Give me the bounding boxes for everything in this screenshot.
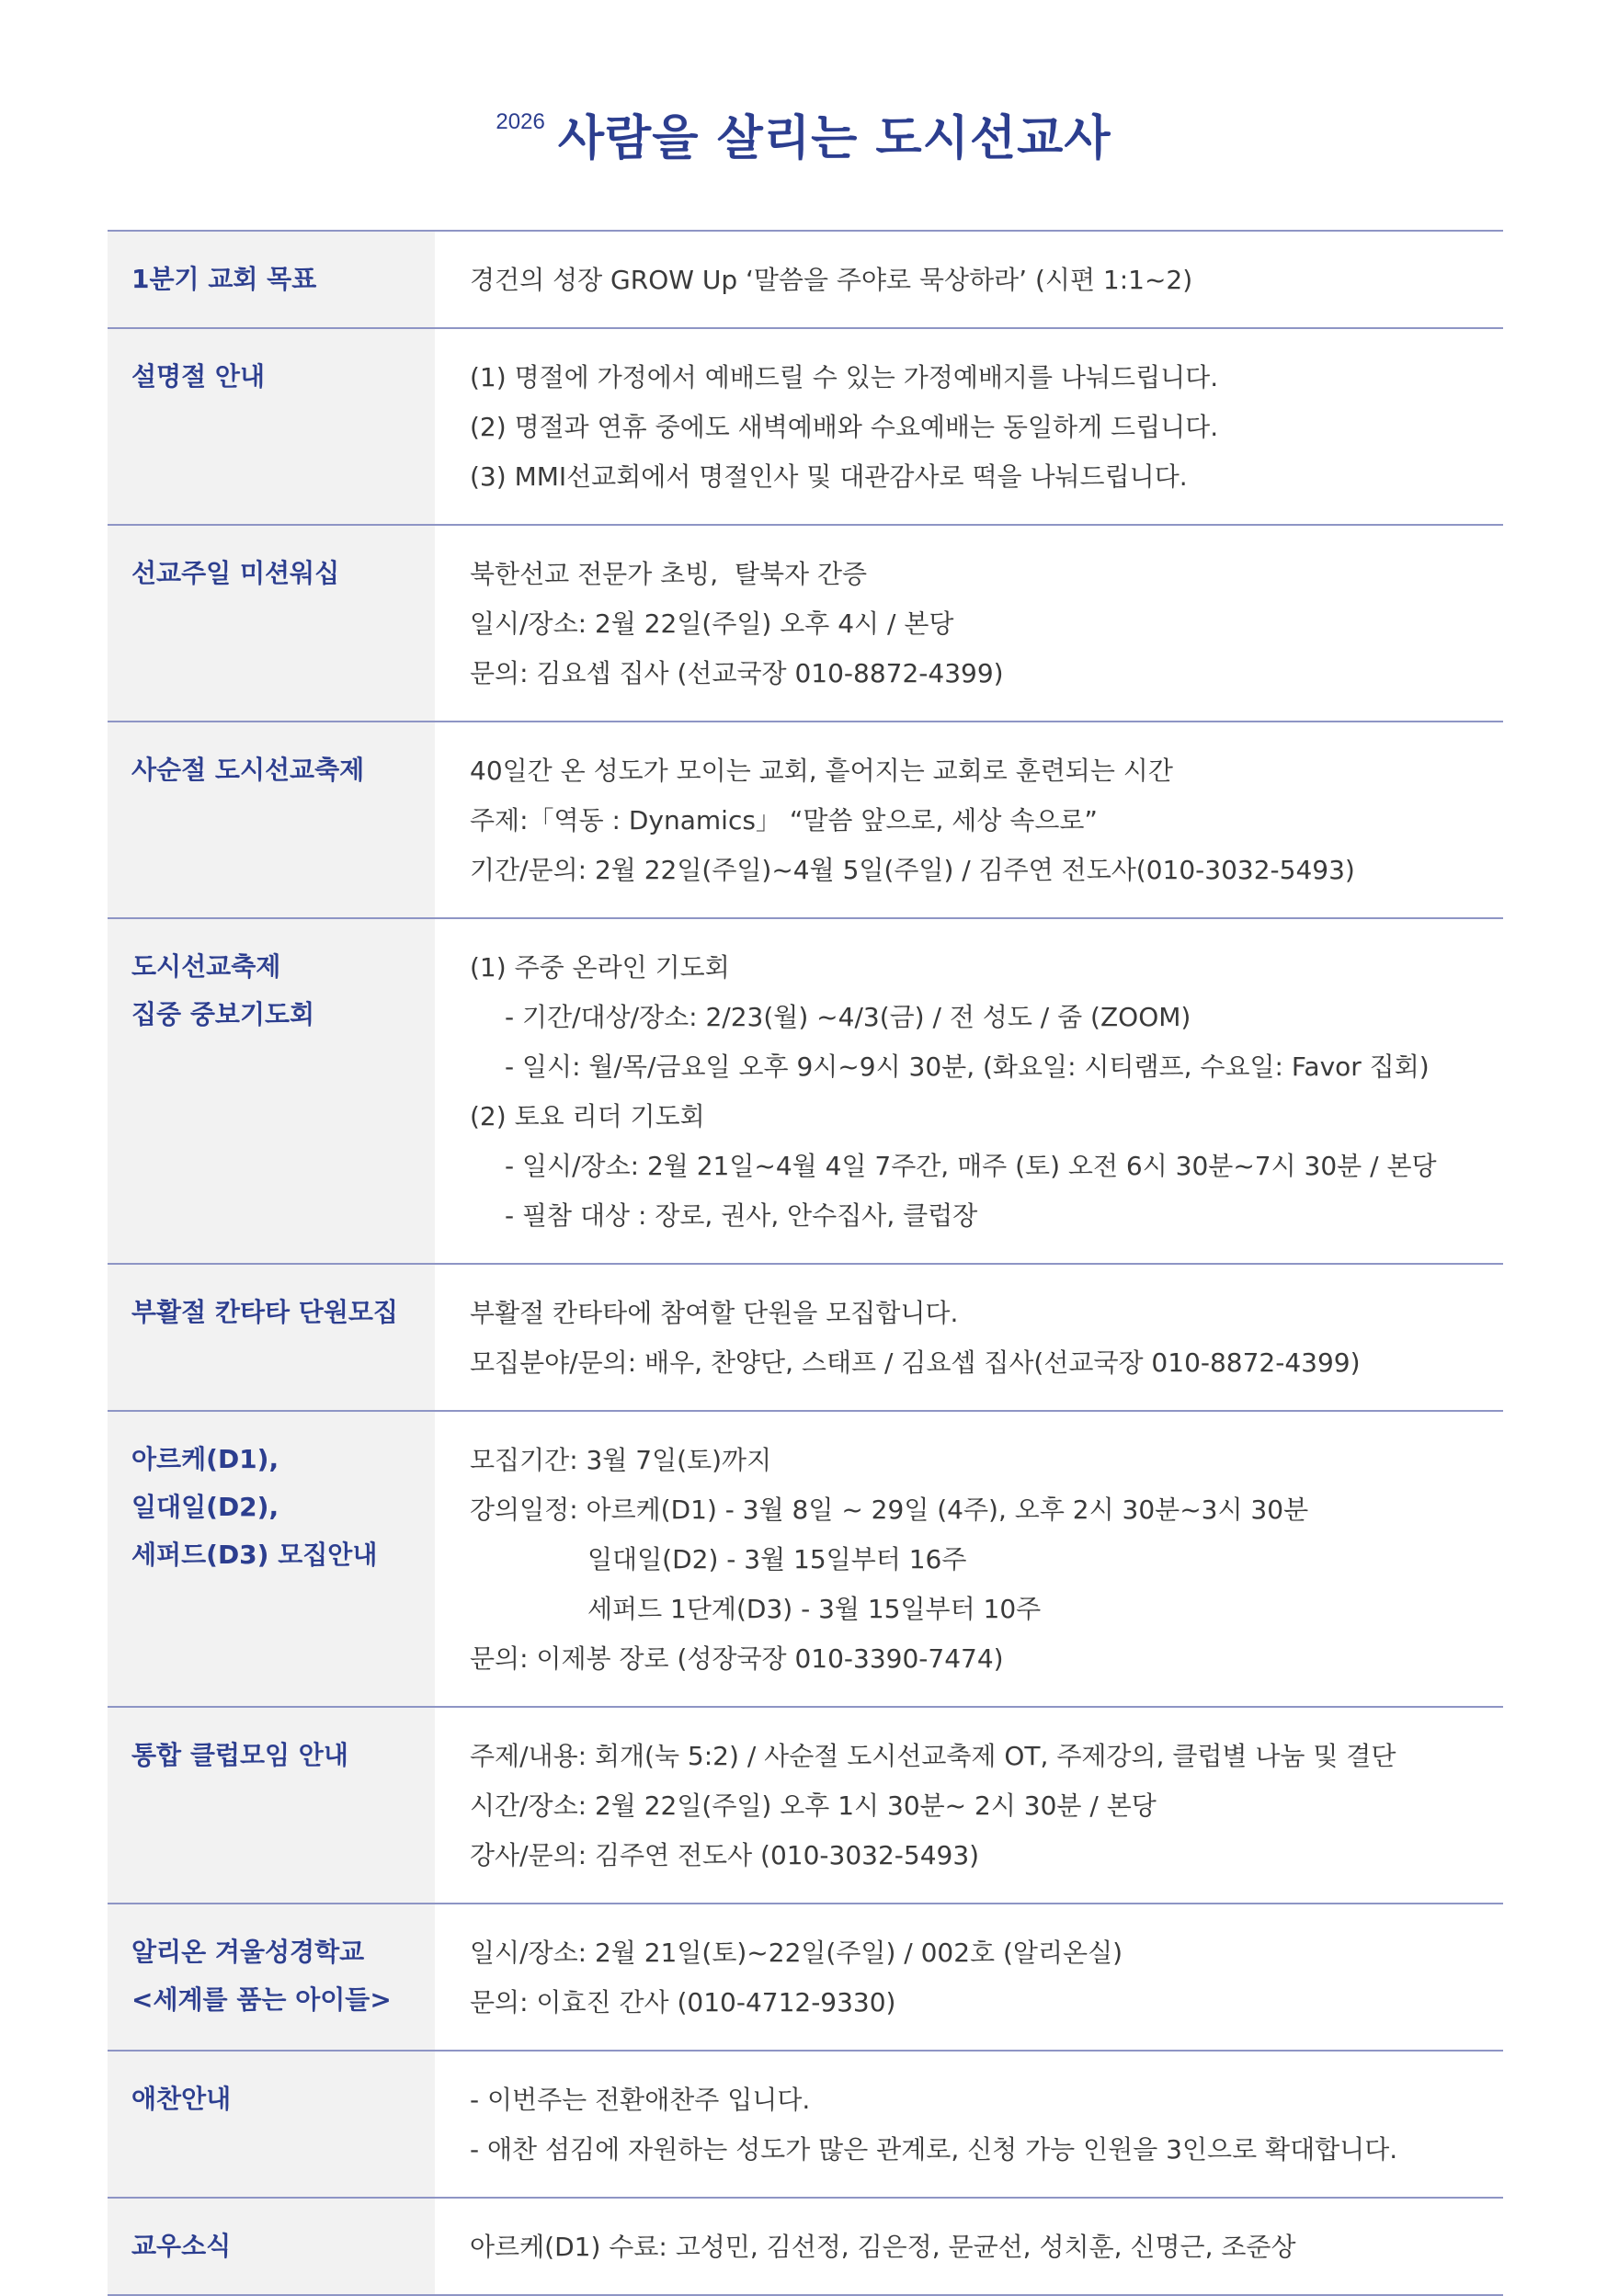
row-label-line: 교우소식 <box>131 2231 232 2261</box>
row-label-line: 부활절 칸타타 단원모집 <box>131 1297 398 1327</box>
content-line: - 일시/장소: 2월 21일~4월 4일 7주간, 매주 (토) 오전 6시 30분~7시 30분 / 본당 <box>505 1151 1437 1181</box>
content-line: 북한선교 전문가 초빙, 탈북자 간증 <box>470 559 868 589</box>
announcement-table <box>108 230 1503 2296</box>
page-title <box>0 99 1607 168</box>
announcement-row <box>108 231 1503 328</box>
content-line: 세퍼드 1단계(D3) - 3월 15일부터 10주 <box>587 1594 1042 1624</box>
row-label-line: 애찬안내 <box>131 2084 232 2114</box>
row-label <box>108 722 435 918</box>
row-content <box>435 2198 1503 2295</box>
row-label-line: 세퍼드(D3) 모집안내 <box>131 1540 378 1570</box>
content-line: 모집분야/문의: 배우, 찬양단, 스태프 / 김요셉 집사(선교국장 010-8872-4399) <box>470 1347 1361 1378</box>
row-label-line: <세계를 품는 아이들> <box>131 1984 392 2015</box>
content-line: 경건의 성장 GROW Up ‘말씀을 주야로 묵상하라’ (시편 1:1~2) <box>470 265 1193 295</box>
row-label <box>108 1411 435 1707</box>
row-content <box>435 1904 1503 2051</box>
content-line: 주제:「역동 : Dynamics」 “말씀 앞으로, 세상 속으로” <box>470 805 1098 835</box>
announcement-row <box>108 1904 1503 2051</box>
content-line: 문의: 이효진 간사 (010-4712-9330) <box>470 1987 896 2018</box>
row-label <box>108 1904 435 2051</box>
content-line: (2) 토요 리더 기도회 <box>470 1101 705 1131</box>
row-content <box>435 1264 1503 1411</box>
content-line: 문의: 김요셉 집사 (선교국장 010-8872-4399) <box>470 658 1004 688</box>
announcement-row <box>108 2051 1503 2198</box>
row-label-line: 도시선교축제 <box>131 951 281 982</box>
row-label <box>108 2198 435 2295</box>
announcement-row <box>108 525 1503 722</box>
title-main: 사람을 살리는 도시선교사 <box>557 111 1111 166</box>
row-label-line: 설명절 안내 <box>131 361 265 392</box>
row-label <box>108 231 435 328</box>
content-line: 기간/문의: 2월 22일(주일)~4월 5일(주일) / 김주연 전도사(010-3032-5493) <box>470 855 1355 885</box>
row-label <box>108 328 435 525</box>
row-label-line: 선교주일 미션워십 <box>131 558 340 588</box>
row-label <box>108 525 435 722</box>
content-line: - 애찬 섬김에 자원하는 성도가 많은 관계로, 신청 가능 인원을 3인으로 확대합니다. <box>470 2134 1398 2165</box>
content-line: 일대일(D2) - 3월 15일부터 16주 <box>587 1544 967 1574</box>
row-label <box>108 2051 435 2198</box>
row-label-line: 집중 중보기도회 <box>131 999 315 1029</box>
announcement-row <box>108 1707 1503 1904</box>
row-label <box>108 918 435 1264</box>
content-line: 강의일정: 아르케(D1) - 3월 8일 ~ 29일 (4주), 오후 2시 30분~3시 30분 <box>470 1495 1309 1525</box>
announcement-row <box>108 328 1503 525</box>
row-label-line: 알리온 겨울성경학교 <box>131 1937 365 1967</box>
row-content <box>435 328 1503 525</box>
row-content <box>435 231 1503 328</box>
content-line: 강사/문의: 김주연 전도사 (010-3032-5493) <box>470 1840 980 1870</box>
content-line: 아르케(D1) 수료: 고성민, 김선정, 김은정, 문균선, 성치훈, 신명근, 조준상 <box>470 2232 1296 2262</box>
content-line: 40일간 온 성도가 모이는 교회, 흩어지는 교회로 훈련되는 시간 <box>470 756 1173 786</box>
row-content <box>435 525 1503 722</box>
announcement-row <box>108 918 1503 1264</box>
content-line: (2) 명절과 연휴 중에도 새벽예배와 수요예배는 동일하게 드립니다. <box>470 412 1219 442</box>
row-content <box>435 2051 1503 2198</box>
content-line: 주제/내용: 회개(눅 5:2) / 사순절 도시선교축제 OT, 주제강의, 클럽별 나눔 및 결단 <box>470 1741 1396 1771</box>
content-line: (1) 주중 온라인 기도회 <box>470 952 730 983</box>
row-label-line: 아르케(D1), <box>131 1444 279 1474</box>
content-line: (3) MMI선교회에서 명절인사 및 대관감사로 떡을 나눠드립니다. <box>470 461 1188 492</box>
title-year: 2026 <box>496 109 545 134</box>
content-line: (1) 명절에 가정에서 예배드릴 수 있는 가정예배지를 나눠드립니다. <box>470 362 1219 392</box>
row-label-line: 통합 클럽모임 안내 <box>131 1740 348 1770</box>
content-line: - 이번주는 전환애찬주 입니다. <box>470 2085 811 2115</box>
announcement-row <box>108 722 1503 918</box>
row-content <box>435 918 1503 1264</box>
content-line: - 기간/대상/장소: 2/23(월) ~4/3(금) / 전 성도 / 줌 (ZOOM) <box>505 1002 1191 1032</box>
row-label <box>108 1707 435 1904</box>
row-label <box>108 1264 435 1411</box>
content-line: 모집기간: 3월 7일(토)까지 <box>470 1445 772 1475</box>
row-label-line: 일대일(D2), <box>131 1492 279 1522</box>
content-line: 문의: 이제봉 장로 (성장국장 010-3390-7474) <box>470 1643 1004 1674</box>
row-content <box>435 1411 1503 1707</box>
row-label-line: 사순절 도시선교축제 <box>131 755 365 785</box>
announcement-row <box>108 2198 1503 2295</box>
content-line: 일시/장소: 2월 22일(주일) 오후 4시 / 본당 <box>470 608 954 639</box>
content-line: 시간/장소: 2월 22일(주일) 오후 1시 30분~ 2시 30분 / 본당 <box>470 1790 1157 1821</box>
row-content <box>435 1707 1503 1904</box>
announcement-row <box>108 1411 1503 1707</box>
content-line: - 일시: 월/목/금요일 오후 9시~9시 30분, (화요일: 시티램프, 수요일: Favor 집회) <box>505 1051 1430 1082</box>
row-content <box>435 722 1503 918</box>
row-label-line: 1분기 교회 목표 <box>131 264 317 294</box>
announcement-row <box>108 1264 1503 1411</box>
content-line: 일시/장소: 2월 21일(토)~22일(주일) / 002호 (알리온실) <box>470 1938 1123 1968</box>
content-line: - 필참 대상 : 장로, 권사, 안수집사, 클럽장 <box>505 1200 978 1231</box>
content-line: 부활절 칸타타에 참여할 단원을 모집합니다. <box>470 1298 959 1328</box>
